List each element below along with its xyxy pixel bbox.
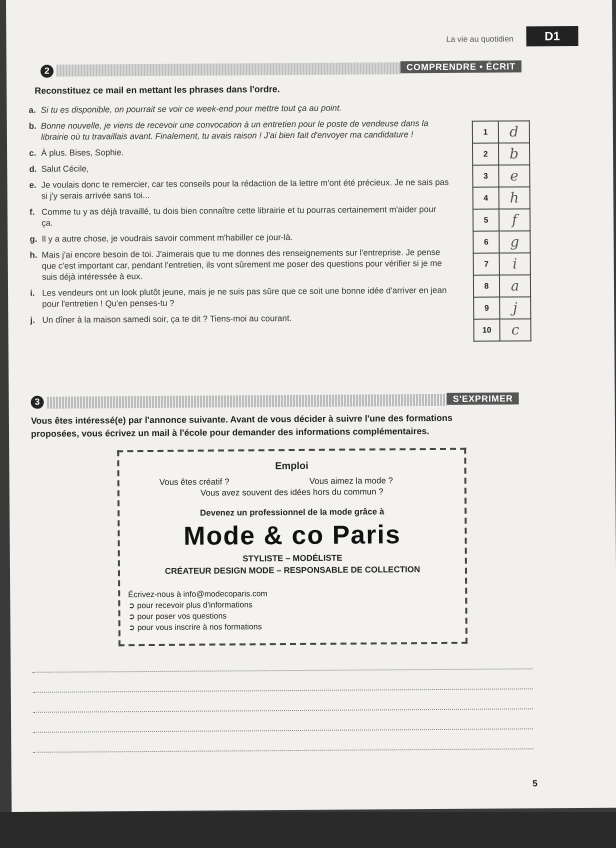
- workbook-page: [6, 0, 616, 812]
- answer-cell[interactable]: e: [499, 165, 530, 187]
- row-number: 4: [473, 187, 499, 209]
- page-number: 5: [532, 778, 538, 789]
- row-number: 7: [473, 253, 499, 275]
- item-text: Si tu es disponible, on pourrait se voir ce week-end pour mettre tout ça au point.: [40, 102, 342, 115]
- answer-cell[interactable]: c: [500, 319, 531, 341]
- list-item: [30, 231, 450, 245]
- job-advertisement: [117, 448, 467, 646]
- ad-bullet-text: pour vous inscrire à nos formations: [137, 622, 262, 633]
- ad-bullet: [128, 611, 226, 621]
- item-text: Je voulais donc te remercier, car tes conseils pour la rédaction de la lettre m'ont été précieux. Je ne sais pas si j'y serais arrivée sans toi...: [41, 176, 449, 201]
- header-section-text: La vie au quotidien: [446, 34, 514, 44]
- item-letter: f.: [29, 206, 35, 217]
- item-text: Bonne nouvelle, je viens de recevoir une convocation à un entretien pour le poste de vendeuse dans la librairie où tu travaillais avant. Finalement, tu avais raison ! J'ai bien fait d'envoyer ma candidature !: [40, 118, 429, 142]
- arrow-icon: ➲: [128, 612, 138, 622]
- answer-cell[interactable]: g: [499, 231, 530, 253]
- item-letter: e.: [29, 179, 37, 190]
- row-number: 1: [472, 121, 498, 143]
- table-row: [474, 319, 531, 341]
- item-text: Mais j'ai encore besoin de toi. J'aimerais que tu me donnes des renseignements sur l'entreprise. Je pense que c'est important car, pendant l'entretien, ils vont sûrement me poser des questions pour vérifier si je me suis déjà intéressée à eux.: [41, 246, 443, 282]
- section3-tag: S'EXPRIMER: [447, 392, 519, 405]
- row-number: 10: [474, 319, 500, 341]
- ad-contact: Écrivez-nous à info@modecoparis.com: [128, 589, 268, 600]
- sentence-list: [29, 102, 451, 331]
- answer-cell[interactable]: a: [499, 275, 530, 297]
- table-row: [473, 275, 530, 297]
- section3-divider: [47, 394, 447, 409]
- item-text: Il y a autre chose, je voudrais savoir comment m'habiller ce jour-là.: [41, 232, 293, 244]
- item-letter: i.: [30, 287, 35, 298]
- ad-heading: Emploi: [275, 460, 309, 473]
- item-text: Comme tu y as déjà travaillé, tu dois bien connaître cette librairie et tu pourras certainement m'aider pour ça.: [41, 204, 437, 228]
- item-text: À plus. Bises, Sophie.: [41, 147, 124, 158]
- writing-line[interactable]: [33, 708, 533, 712]
- writing-line[interactable]: [33, 668, 533, 672]
- answer-cell[interactable]: d: [498, 121, 529, 143]
- item-letter: j.: [30, 314, 36, 325]
- writing-line[interactable]: [33, 688, 533, 692]
- section3-number: 3: [31, 396, 44, 409]
- ad-bullet: [128, 622, 261, 632]
- list-item: [29, 204, 449, 229]
- ad-question-1: Vous êtes créatif ?: [159, 476, 230, 487]
- section3-instruction-line1: Vous êtes intéressé(e) par l'annonce suivante. Avant de vous décider à suivre l'une des formations: [30, 412, 453, 426]
- section2-instruction: Reconstituez ce mail en mettant les phrases dans l'ordre.: [34, 84, 280, 96]
- list-item: [29, 177, 449, 202]
- arrow-icon: ➲: [128, 623, 138, 633]
- list-item: [29, 102, 449, 116]
- table-row: [473, 143, 530, 165]
- list-item: [29, 118, 449, 143]
- item-letter: g.: [29, 233, 38, 244]
- writing-line[interactable]: [33, 748, 533, 752]
- item-letter: b.: [28, 120, 37, 131]
- list-item: [29, 145, 449, 159]
- table-row: [473, 165, 530, 187]
- table-row: [473, 187, 530, 209]
- writing-line[interactable]: [33, 728, 533, 732]
- row-number: 6: [473, 231, 499, 253]
- row-number: 5: [473, 209, 499, 231]
- list-item: [30, 312, 450, 326]
- table-row: [473, 253, 530, 275]
- row-number: 2: [473, 143, 499, 165]
- ad-bullet-text: pour poser vos questions: [137, 611, 227, 622]
- ad-question-3: Vous avez souvent des idées hors du commun ?: [200, 486, 384, 498]
- ad-roles-line2: CRÉATEUR DESIGN MODE – RESPONSABLE DE COLLECTION: [164, 564, 421, 576]
- section2-number: 2: [40, 65, 53, 78]
- answer-cell[interactable]: f: [499, 209, 530, 231]
- section3-instruction-line2: proposées, vous écrivez un mail à l'école pour demander des informations complémentaires.: [30, 426, 430, 439]
- ad-question-2: Vous aimez la mode ?: [309, 475, 394, 486]
- list-item: [29, 161, 449, 175]
- ad-brand-name: Mode & co Paris: [183, 519, 401, 551]
- ad-roles-line1: STYLISTE – MODÉLISTE: [242, 552, 343, 564]
- answer-cell[interactable]: b: [499, 143, 530, 165]
- scan-background: [0, 812, 616, 848]
- arrow-icon: ➲: [128, 601, 138, 611]
- table-row: [474, 297, 531, 319]
- table-row: [472, 121, 529, 143]
- item-text: Salut Cécile,: [41, 163, 89, 174]
- section2-divider: [56, 62, 400, 76]
- table-row: [473, 231, 530, 253]
- table-row: [473, 209, 530, 231]
- row-number: 9: [474, 297, 500, 319]
- row-number: 3: [473, 165, 499, 187]
- list-item: [30, 247, 450, 283]
- ad-tagline: Devenez un professionnel de la mode grâce à: [199, 506, 385, 518]
- item-text: Les vendeurs ont un look plutôt jeune, mais je ne suis pas sûre que ce soit une bonne idée d'arriver en jean pour l'entretien ! Qu'en penses-tu ?: [42, 284, 447, 309]
- answer-cell[interactable]: h: [499, 187, 530, 209]
- unit-tab: D1: [526, 26, 578, 46]
- item-letter: a.: [28, 104, 36, 115]
- item-letter: c.: [29, 147, 37, 158]
- item-text: Un dîner à la maison samedi soir, ça te dit ? Tiens-moi au courant.: [42, 313, 292, 325]
- ad-bullet: [128, 600, 252, 610]
- answer-cell[interactable]: i: [499, 253, 530, 275]
- item-letter: d.: [29, 163, 37, 174]
- item-letter: h.: [29, 249, 38, 260]
- section2-tag: COMPRENDRE • ÉCRIT: [400, 60, 521, 73]
- answer-cell[interactable]: j: [500, 297, 531, 319]
- answer-grid: [472, 120, 532, 341]
- list-item: [30, 285, 450, 310]
- row-number: 8: [473, 275, 499, 297]
- ad-bullet-text: pour recevoir plus d'informations: [137, 600, 253, 611]
